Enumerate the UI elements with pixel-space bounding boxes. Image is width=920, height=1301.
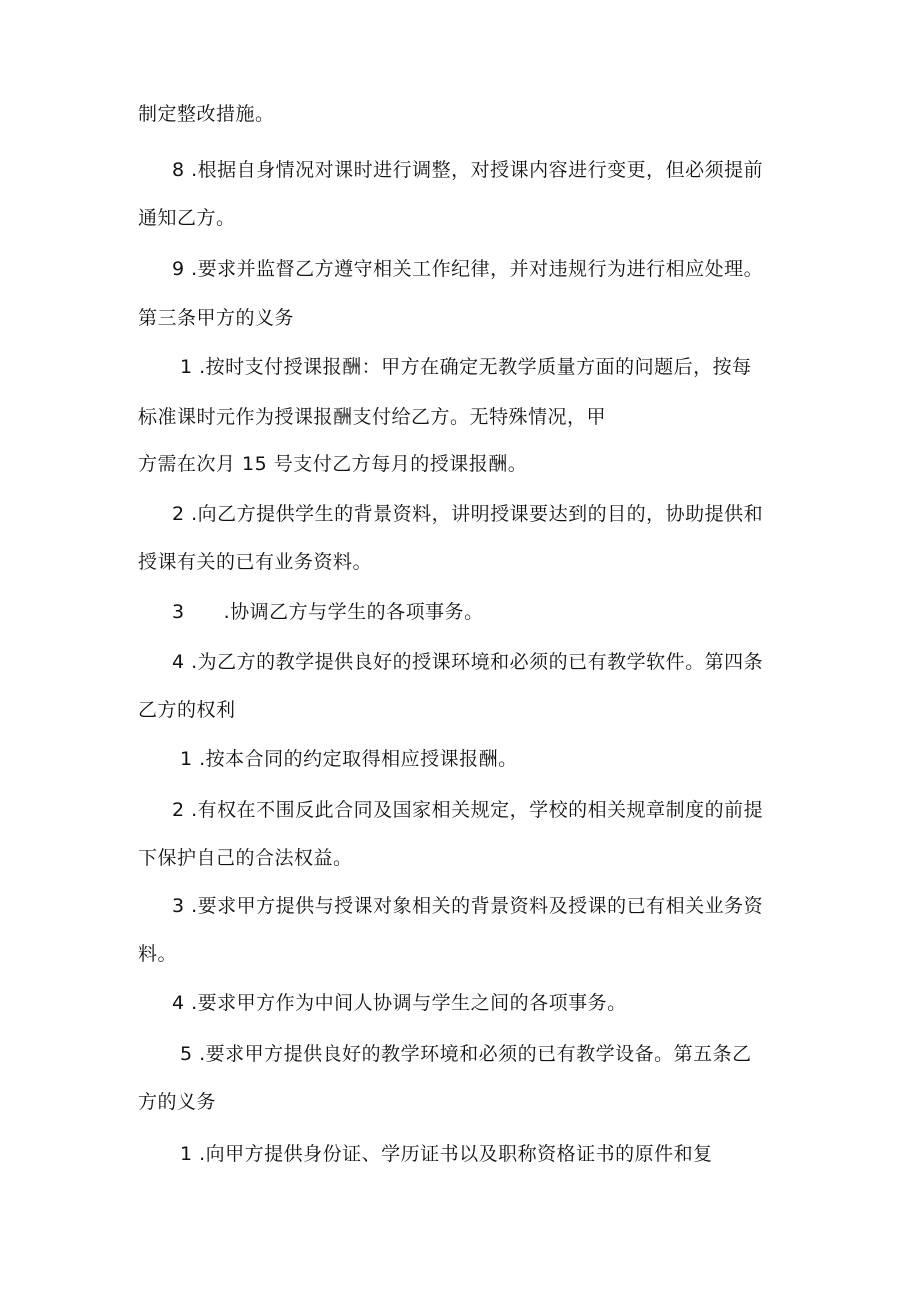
text-line: 1 .按本合同的约定取得相应授课报酬。 — [180, 748, 518, 770]
section-heading: 方的义务 — [138, 1091, 217, 1113]
text-line: 授课有关的已有业务资料。 — [138, 551, 373, 573]
text-line: 制定整改措施。 — [138, 103, 275, 125]
text-line: 4 .为乙方的教学提供良好的授课环境和必须的已有教学软件。第四条 — [172, 651, 764, 673]
text-line: 8 .根据自身情况对课时进行调整，对授课内容进行变更，但必须提前 — [172, 159, 764, 181]
text-line: 下保护自己的合法权益。 — [138, 847, 353, 869]
text-line: 方需在次月 15 号支付乙方每月的授课报酬。 — [138, 453, 528, 475]
section-heading: 第三条甲方的义务 — [138, 307, 295, 329]
text-line: 2 .向乙方提供学生的背景资料，讲明授课要达到的目的，协助提供和 — [172, 503, 764, 525]
text-line: 2 .有权在不围反此合同及国家相关规定，学校的相关规章制度的前提 — [172, 799, 764, 821]
section-heading: 乙方的权利 — [138, 699, 236, 721]
text-line: 5 .要求甲方提供良好的教学环境和必须的已有教学设备。第五条乙 — [180, 1043, 752, 1065]
text-line: 3 .要求甲方提供与授课对象相关的背景资料及授课的已有相关业务资 — [172, 895, 764, 917]
text-line: 1 .向甲方提供身份证、学历证书以及职称资格证书的原件和复 — [180, 1143, 713, 1165]
text-line: 3 .协调乙方与学生的各项事务。 — [172, 601, 484, 623]
text-line: 9 .要求并监督乙方遵守相关工作纪律，并对违规行为进行相应处理。 — [172, 258, 764, 280]
text-line: 4 .要求甲方作为中间人协调与学生之间的各项事务。 — [172, 992, 627, 1014]
text-line: 料。 — [138, 943, 178, 965]
text-line: 通知乙方。 — [138, 207, 236, 229]
text-line: 标准课时元作为授课报酬支付给乙方。无特殊情况，甲 — [138, 406, 607, 428]
text-line: 1 .按时支付授课报酬：甲方在确定无教学质量方面的问题后，按每 — [180, 356, 752, 378]
